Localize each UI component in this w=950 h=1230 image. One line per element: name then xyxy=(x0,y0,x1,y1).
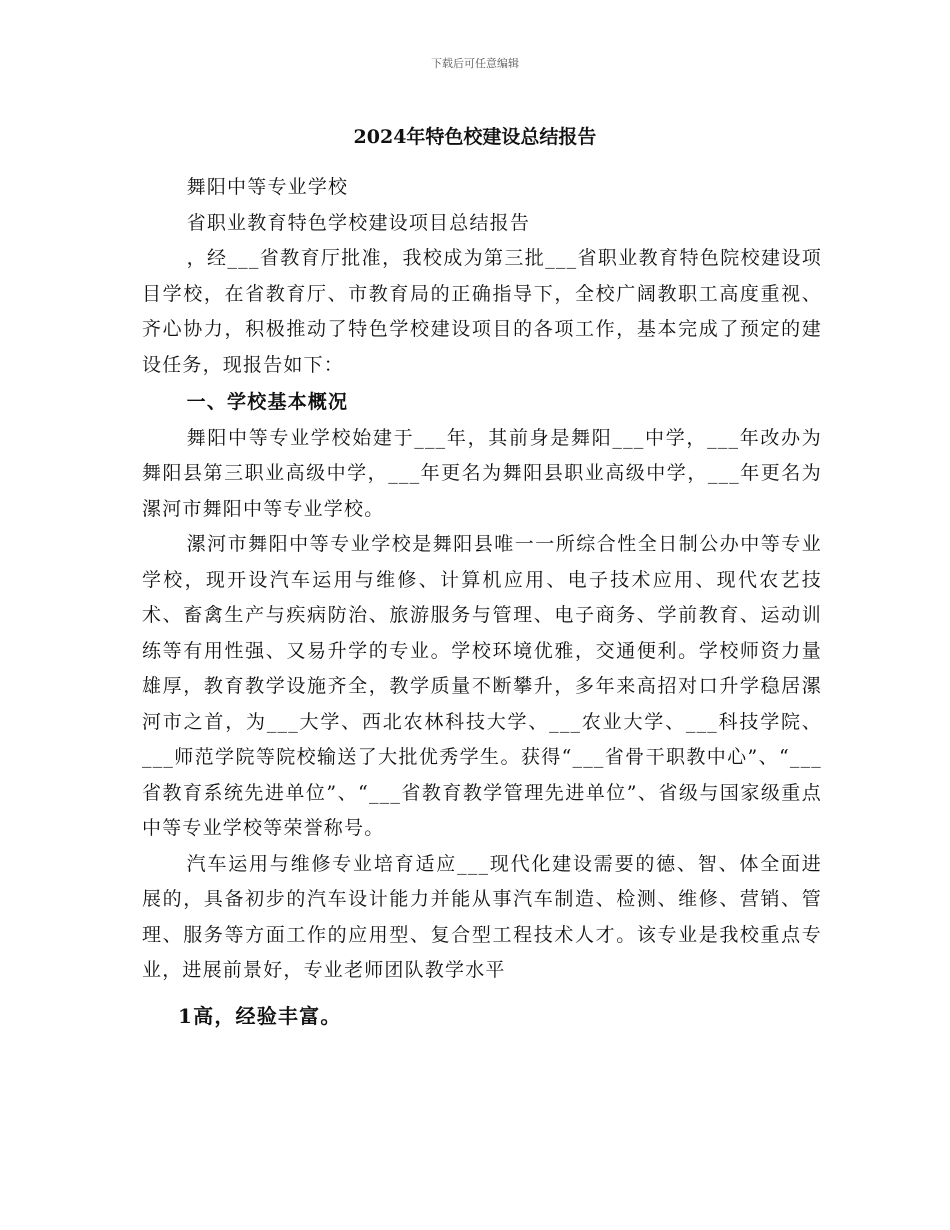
page-header-note: 下载后可任意编辑 xyxy=(431,57,519,70)
closing-line: 1高，经验丰富。 xyxy=(178,1003,342,1028)
document-body xyxy=(142,170,822,1034)
document-title: 2024年特色校建设总结报告 xyxy=(353,126,597,148)
history-paragraph: 舞阳中等专业学校始建于___年，其前身是舞阳___中学，___年改办为舞阳县第三职业高级中学，___年更名为舞阳县职业高级中学，___年更名为漯河市舞阳中等专业学校。 xyxy=(142,426,822,520)
school-name: 舞阳中等专业学校 xyxy=(186,176,349,198)
section-heading-overview: 一、学校基本概况 xyxy=(186,391,349,413)
report-subtitle: 省职业教育特色学校建设项目总结报告 xyxy=(186,211,531,234)
overview-paragraph: 漯河市舞阳中等专业学校是舞阳县唯一一所综合性全日制公办中等专业学校，现开设汽车运用与维修、计算机应用、电子技术应用、现代农艺技术、畜禽生产与疾病防治、旅游服务与管理、电子商务、学前教育、运动训练等有用性强、又易升学的专业。学校环境优雅，交通便利。学校师资力量雄厚，教育教学设施齐全，教学质量不断攀升，多年来高招对口升学稳居漯河市之首，为___大学、西北农林科技大学、___农业大学、___科技学院、___师范学院等院校输送了大批优秀学生。获得“___省骨干职教中心”、“___省教育系统先进单位”、“___省教育教学管理先进单位”、省级与国家级重点中等专业学校等荣誉称号。 xyxy=(142,533,822,839)
automotive-paragraph: 汽车运用与维修专业培育适应___现代化建设需要的德、智、体全面进展的，具备初步的汽车设计能力并能从事汽车制造、检测、维修、营销、管理、服务等方面工作的应用型、复合型工程技术人才。该专业是我校重点专业，进展前景好，专业老师团队教学水平 xyxy=(142,852,822,981)
intro-paragraph: ，经___省教育厅批准，我校成为第三批___省职业教育特色院校建设项目学校，在省教育厅、市教育局的正确指导下，全校广阔教职工高度重视、齐心协力，积极推动了特色学校建设项目的各项工作，基本完成了预定的建设任务，现报告如下： xyxy=(142,247,822,376)
